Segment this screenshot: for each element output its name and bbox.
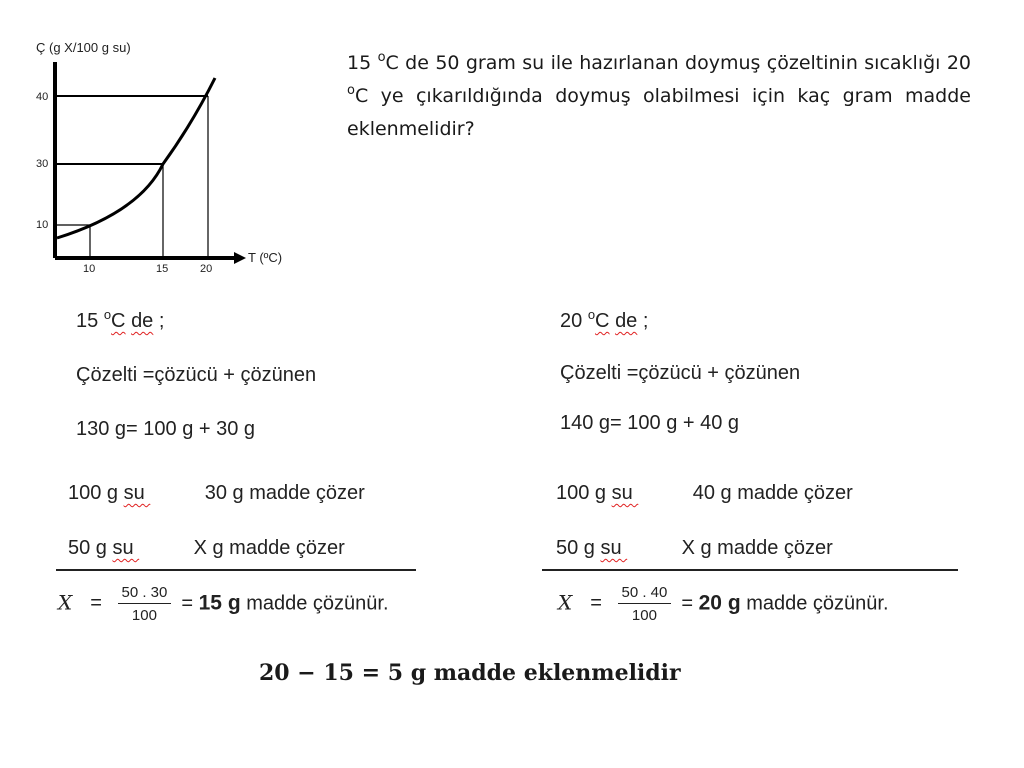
graph-x-axis-label: T (ºC) [248, 250, 283, 265]
graph-y-tick-40: 40 [36, 91, 49, 103]
graph-y-tick-10: 10 [36, 219, 49, 231]
solubility-graph [0, 0, 310, 280]
graph-x-tick-10: 10 [83, 263, 96, 275]
right-title: 20 $^o$C de ; [560, 307, 649, 332]
right-proportion-1: 100 g su 40 g madde çözer [556, 482, 853, 504]
graph-x-arrow [234, 252, 246, 264]
left-proportion-2: 50 g su X g madde çözer [68, 537, 345, 559]
right-masses: 140 g= 100 g + 40 g [560, 412, 740, 434]
right-proportion-2: 50 g su X g madde çözer [556, 537, 833, 559]
right-equation: Çözelti =çözücü + çözünen [560, 362, 801, 384]
graph-y-tick-30: 30 [36, 158, 49, 170]
solubility-curve [57, 78, 215, 238]
graph-x-tick-15: 15 [156, 263, 169, 275]
left-fraction: $\frac{50 . 30}{100}$ [118, 584, 172, 624]
question-text: 15 $^o$C de 50 gram su ile hazırlanan doymuş çözeltinin sıcaklığı 20 $^o$C ye çıkarıldığında doymuş olabilmesi için kaç gram madde eklenmelidir? [347, 50, 971, 140]
left-equation: Çözelti =çözücü + çözünen [76, 364, 317, 386]
final-answer: 20 − 15 = 5 g madde eklenmelidir [259, 660, 681, 686]
graph-y-axis-label: Ç (g X/100 g su) [36, 40, 131, 55]
left-divider [56, 569, 416, 571]
left-masses: 130 g= 100 g + 30 g [76, 418, 256, 440]
right-calculation: X = $\frac{50 . 40}{100}$ = 20 g madde çözünür. [558, 584, 889, 624]
right-divider [542, 569, 958, 571]
left-proportion-1: 100 g su 30 g madde çözer [68, 482, 365, 504]
left-calculation: X = $\frac{50 . 30}{100}$ = 15 g madde çözünür. [58, 584, 389, 624]
left-title: 15 $^o$C de ; [76, 307, 165, 332]
right-fraction: $\frac{50 . 40}{100}$ [618, 584, 672, 624]
graph-x-tick-20: 20 [200, 263, 213, 275]
